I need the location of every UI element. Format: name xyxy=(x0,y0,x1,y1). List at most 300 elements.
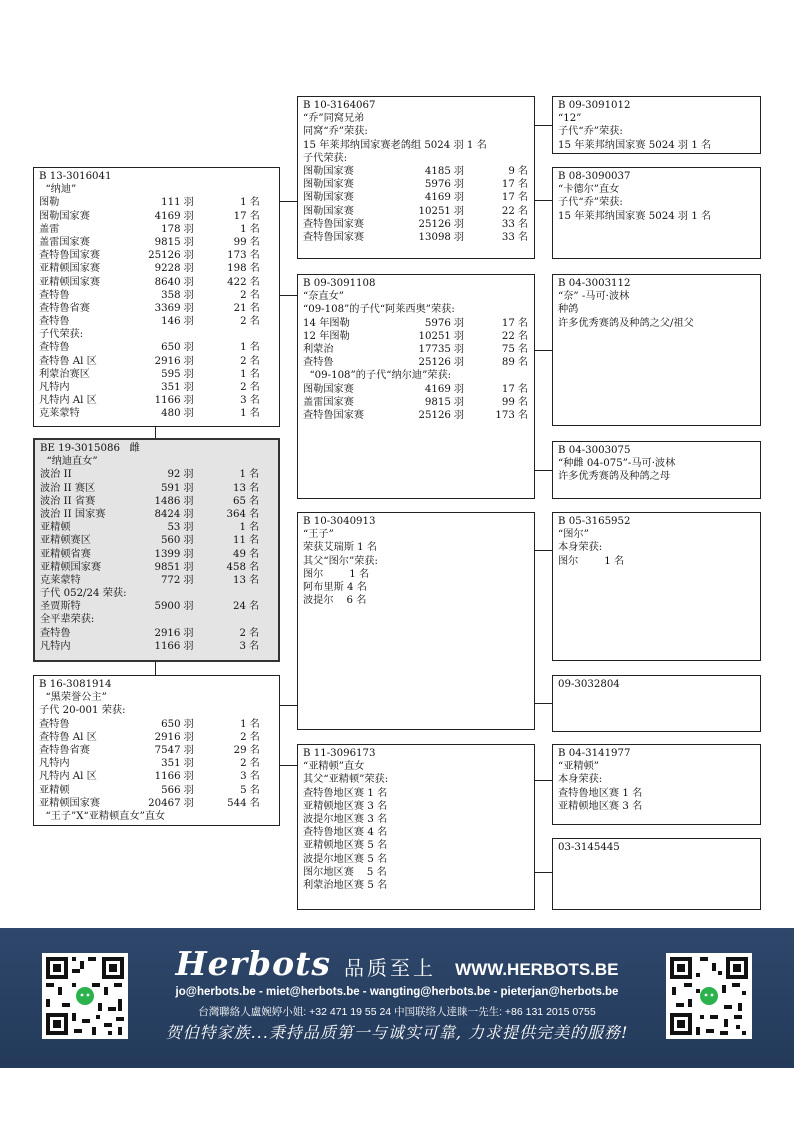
place-rank: 99 xyxy=(501,396,515,408)
race-result-row xyxy=(39,797,279,810)
sire-sire-sire-box xyxy=(552,96,761,154)
race-name: 图勒国家赛 xyxy=(303,192,354,204)
race-result-row xyxy=(39,744,279,757)
place-unit: 名 xyxy=(517,192,529,204)
place-rank: 11 xyxy=(232,535,246,547)
race-name: 12 年图勒 xyxy=(303,330,350,342)
pigeon-info-line: B 08-3090037 xyxy=(558,171,631,182)
connector-line xyxy=(534,200,552,201)
birds-unit: 羽 xyxy=(183,382,194,393)
bird-count: 25126 xyxy=(418,357,451,369)
place-unit: 名 xyxy=(249,395,260,407)
bird-count: 4169 xyxy=(154,210,181,222)
pigeon-info-line: 子代“乔”荣获: xyxy=(558,197,623,209)
bird-count: 2916 xyxy=(154,355,181,367)
race-name: 盖雷 xyxy=(39,223,60,235)
bird-count: 351 xyxy=(161,758,181,770)
race-name: 利蒙治 xyxy=(303,343,334,355)
race-name: 图勒国家赛 xyxy=(303,179,354,191)
birds-unit: 羽 xyxy=(453,383,465,395)
pigeon-info-line: B 11-3096173 xyxy=(303,748,376,759)
birds-unit: 羽 xyxy=(183,627,194,639)
sire-dam-box xyxy=(297,274,535,499)
place-unit: 名 xyxy=(249,276,260,288)
place-rank: 2 xyxy=(240,731,247,743)
place-rank: 75 xyxy=(501,343,515,355)
birds-unit: 羽 xyxy=(453,409,465,421)
place-unit: 名 xyxy=(249,342,260,354)
bird-count: 4169 xyxy=(424,192,451,204)
pigeon-info-line: 子代荣获: xyxy=(39,329,84,341)
bird-count: 351 xyxy=(161,382,181,393)
race-result-row xyxy=(39,718,279,731)
pigeon-info-line: B 09-3091012 xyxy=(558,100,631,111)
birds-unit: 羽 xyxy=(183,601,194,613)
place-unit: 名 xyxy=(517,383,529,395)
place-unit: 名 xyxy=(249,718,260,730)
place-rank: 1 xyxy=(240,368,247,380)
race-name: 图勒国家赛 xyxy=(303,165,354,177)
place-unit: 名 xyxy=(249,744,260,756)
race-name: 盖雷国家赛 xyxy=(303,396,354,408)
herbots-logo: Herbots xyxy=(175,944,331,983)
place-rank: 65 xyxy=(232,495,246,507)
race-result-row xyxy=(39,196,279,209)
place-unit: 名 xyxy=(249,731,260,743)
sire-sire-dam-box xyxy=(552,167,761,259)
pigeon-info-line: 波提尔地区赛 5 名 xyxy=(303,853,388,865)
bird-count: 111 xyxy=(161,197,181,209)
race-result-row xyxy=(39,407,279,420)
connector-line xyxy=(279,295,297,296)
race-name: 凡特内 Al 区 xyxy=(39,771,97,783)
birds-unit: 羽 xyxy=(183,482,194,494)
pigeon-info-line: 图尔 1 名 xyxy=(558,555,625,567)
bird-count: 1166 xyxy=(154,395,181,407)
race-name: 查特鲁 xyxy=(303,357,334,369)
pigeon-info-line: 亚精顿地区赛 3 名 xyxy=(558,800,643,812)
birds-unit: 羽 xyxy=(183,758,194,770)
pigeon-info-line: 子代 20-001 荣获: xyxy=(39,705,126,717)
birds-unit: 羽 xyxy=(183,744,194,756)
sire-sire-box xyxy=(297,96,535,259)
place-unit: 名 xyxy=(248,495,260,507)
place-rank: 422 xyxy=(227,276,247,288)
race-result-row xyxy=(303,330,534,343)
place-unit: 名 xyxy=(517,357,529,369)
race-result-row xyxy=(39,249,279,262)
place-rank: 1 xyxy=(239,522,246,534)
pigeon-info-line: B 10-3164067 xyxy=(303,100,376,111)
pigeon-info-line: “奈直女” xyxy=(303,291,344,303)
place-rank: 2 xyxy=(240,758,247,770)
bird-count: 13098 xyxy=(418,231,451,243)
birds-unit: 羽 xyxy=(183,771,194,783)
pigeon-info-line: 波提尔 6 名 xyxy=(303,595,367,607)
pigeon-info-line: 许多优秀赛鸽及种鸽之父/祖父 xyxy=(558,317,694,329)
race-result-row xyxy=(303,383,534,396)
race-name: 查特鲁 xyxy=(39,342,70,354)
race-name: 波治 II 赛区 xyxy=(40,482,96,494)
birds-unit: 羽 xyxy=(183,574,194,586)
place-unit: 名 xyxy=(248,574,260,586)
pigeon-info-line: 15 年莱邦纳国家赛老鸽组 5024 羽 1 名 xyxy=(303,139,487,151)
race-name: 查特鲁国家赛 xyxy=(303,409,365,421)
pigeon-info-line: 同窝“乔”荣获: xyxy=(303,126,368,138)
birds-unit: 羽 xyxy=(453,357,465,369)
place-unit: 名 xyxy=(517,179,529,191)
place-unit: 名 xyxy=(248,522,260,534)
pigeon-info-line: 阿布里斯 4 名 xyxy=(303,581,367,593)
birds-unit: 羽 xyxy=(453,396,465,408)
pigeon-info-line: B 09-3091108 xyxy=(303,278,376,289)
race-result-row xyxy=(40,495,278,508)
place-rank: 17 xyxy=(501,383,515,395)
race-name: 查特鲁 xyxy=(40,627,71,639)
place-rank: 99 xyxy=(233,236,247,248)
bird-count: 53 xyxy=(167,522,181,534)
race-name: 凡特内 Al 区 xyxy=(39,395,97,407)
bird-count: 2916 xyxy=(154,627,181,639)
footer-banner xyxy=(0,928,794,1068)
pigeon-info-line: B 13-3016041 xyxy=(39,171,112,182)
pigeon-info-line: 其父“亚精顿”荣获: xyxy=(303,774,389,786)
pigeon-info-line: “卡德尔”直女 xyxy=(558,184,620,196)
dam-dam-dam-box xyxy=(552,838,761,910)
bird-count: 5976 xyxy=(424,317,451,329)
birds-unit: 羽 xyxy=(453,317,465,329)
birds-unit: 羽 xyxy=(183,508,194,520)
website-link[interactable]: WWW.HERBOTS.BE xyxy=(455,960,619,979)
pigeon-info-line: B 04-3003075 xyxy=(558,445,631,456)
place-rank: 5 xyxy=(240,784,247,796)
bird-count: 358 xyxy=(161,289,181,301)
race-name: 亚精顿国家赛 xyxy=(39,263,101,275)
birds-unit: 羽 xyxy=(453,343,465,355)
race-name: 查特鲁国家赛 xyxy=(303,231,365,243)
place-unit: 名 xyxy=(249,316,260,328)
bird-count: 4169 xyxy=(424,383,451,395)
race-name: 亚精顿国家赛 xyxy=(39,276,101,288)
birds-unit: 羽 xyxy=(183,289,194,301)
pigeon-info-line: “奈” -马可·波林 xyxy=(558,291,630,303)
pigeon-info-line: BE 19-3015086 雌 xyxy=(40,443,140,454)
place-rank: 13 xyxy=(232,482,246,494)
place-unit: 名 xyxy=(249,382,260,393)
place-rank: 17 xyxy=(233,210,247,222)
race-result-row xyxy=(39,394,279,407)
race-result-row xyxy=(39,210,279,223)
race-result-row xyxy=(303,218,534,231)
place-rank: 24 xyxy=(232,601,246,613)
birds-unit: 羽 xyxy=(183,276,194,288)
birds-unit: 羽 xyxy=(183,495,194,507)
race-result-row xyxy=(303,191,534,204)
race-name: 查特鲁 xyxy=(39,316,70,328)
place-rank: 17 xyxy=(501,317,515,329)
race-result-row xyxy=(40,468,278,481)
place-rank: 13 xyxy=(232,574,246,586)
place-unit: 名 xyxy=(517,205,529,217)
place-rank: 3 xyxy=(239,640,246,652)
race-result-row xyxy=(303,205,534,218)
place-unit: 名 xyxy=(249,210,260,222)
place-unit: 名 xyxy=(249,197,260,209)
place-unit: 名 xyxy=(249,250,260,262)
pigeon-info-line: B 04-3141977 xyxy=(558,748,631,759)
race-name: 查特鲁 xyxy=(39,718,70,730)
place-rank: 1 xyxy=(240,408,247,420)
dam-box xyxy=(33,675,280,826)
bird-count: 8424 xyxy=(154,508,181,520)
race-name: 查特鲁 xyxy=(39,289,70,301)
birds-unit: 羽 xyxy=(183,223,194,235)
race-result-row xyxy=(39,302,279,315)
race-name: 亚精顿 xyxy=(40,522,71,534)
race-result-row xyxy=(39,770,279,783)
pigeon-info-line: 其父“图尔”荣获: xyxy=(303,555,378,567)
race-name: 凡特内 xyxy=(39,382,70,393)
bird-count: 1486 xyxy=(154,495,181,507)
place-unit: 名 xyxy=(517,317,529,329)
pigeon-info-line: “王子”X“亚精顿直女”直女 xyxy=(39,810,166,822)
race-name: 凡特内 xyxy=(40,640,71,652)
race-name: 查特鲁 Al 区 xyxy=(39,355,97,367)
race-name: 亚精顿国家赛 xyxy=(39,797,101,809)
birds-unit: 羽 xyxy=(183,718,194,730)
dam-dam-sire-box xyxy=(552,744,761,825)
race-name: 图勒国家赛 xyxy=(39,210,90,222)
place-unit: 名 xyxy=(517,330,529,342)
race-name: 波治 II 国家赛 xyxy=(40,508,106,520)
subject-box xyxy=(33,438,280,662)
race-result-row xyxy=(40,600,278,613)
race-result-row xyxy=(303,178,534,191)
bird-count: 146 xyxy=(161,316,181,328)
birds-unit: 羽 xyxy=(183,197,194,209)
connector-line xyxy=(534,470,552,471)
birds-unit: 羽 xyxy=(453,205,465,217)
race-result-row xyxy=(39,341,279,354)
race-result-row xyxy=(40,482,278,495)
race-result-row xyxy=(39,236,279,249)
race-name: 查特鲁国家赛 xyxy=(39,250,101,262)
place-rank: 89 xyxy=(501,357,515,369)
race-name: 克莱蒙特 xyxy=(40,574,81,586)
pigeon-info-line: “亚精顿” xyxy=(558,761,599,773)
pigeon-info-line: 15 年莱邦纳国家赛 5024 羽 1 名 xyxy=(558,139,712,151)
place-rank: 198 xyxy=(227,263,247,275)
race-result-row xyxy=(39,223,279,236)
birds-unit: 羽 xyxy=(453,179,465,191)
place-unit: 名 xyxy=(517,396,529,408)
race-result-row xyxy=(303,165,534,178)
pigeon-info-line: 图尔 1 名 xyxy=(303,568,370,580)
contact-emails[interactable]: jo@herbots.be - miet@herbots.be - wangting@herbots.be - pieterjan@herbots.be xyxy=(175,986,619,998)
race-result-row xyxy=(39,368,279,381)
bird-count: 9851 xyxy=(154,561,181,573)
bird-count: 3369 xyxy=(154,302,181,314)
race-name: 查特鲁省赛 xyxy=(39,302,90,314)
bird-count: 178 xyxy=(161,223,181,235)
bird-count: 4185 xyxy=(424,165,451,177)
place-rank: 544 xyxy=(227,797,247,809)
place-rank: 9 xyxy=(508,165,515,177)
connector-line xyxy=(534,780,552,781)
bird-count: 25126 xyxy=(418,409,451,421)
bird-count: 20467 xyxy=(148,797,181,809)
race-result-row xyxy=(39,289,279,302)
pigeon-info-line: 图尔地区赛 5 名 xyxy=(303,866,387,878)
bird-count: 25126 xyxy=(148,250,181,262)
race-result-row xyxy=(39,276,279,289)
pigeon-info-line: 子代 052/24 荣获: xyxy=(40,588,127,600)
brand-line xyxy=(0,944,794,983)
place-rank: 2 xyxy=(239,627,246,639)
pigeon-info-line: 查特鲁地区赛 1 名 xyxy=(558,787,643,799)
race-result-row xyxy=(40,508,278,521)
dam-sire-box xyxy=(297,512,535,730)
bird-count: 591 xyxy=(160,482,181,494)
place-rank: 22 xyxy=(501,205,515,217)
connector-line xyxy=(155,661,156,675)
place-rank: 2 xyxy=(240,289,247,301)
pigeon-info-line: 种鸽 xyxy=(558,304,579,316)
race-result-row xyxy=(39,757,279,770)
race-result-row xyxy=(39,784,279,797)
place-unit: 名 xyxy=(249,784,260,796)
place-unit: 名 xyxy=(248,469,260,481)
place-unit: 名 xyxy=(249,758,260,770)
pigeon-info-line: “09-108”的子代“阿莱西奥”荣获: xyxy=(303,304,455,316)
connector-line xyxy=(534,350,552,351)
bird-count: 560 xyxy=(160,535,181,547)
place-rank: 3 xyxy=(240,395,247,407)
birds-unit: 羽 xyxy=(183,640,194,652)
pigeon-info-line: 波提尔地区赛 3 名 xyxy=(303,813,388,825)
place-unit: 名 xyxy=(248,548,260,560)
bird-count: 5900 xyxy=(154,601,181,613)
birds-unit: 羽 xyxy=(183,342,194,354)
birds-unit: 羽 xyxy=(183,355,194,367)
place-rank: 21 xyxy=(233,302,247,314)
birds-unit: 羽 xyxy=(183,731,194,743)
race-result-row xyxy=(39,315,279,328)
place-rank: 3 xyxy=(240,771,247,783)
connector-line xyxy=(534,872,552,873)
place-rank: 49 xyxy=(232,548,246,560)
place-unit: 名 xyxy=(248,640,260,652)
pigeon-info-line: 许多优秀赛鸽及种鸽之母 xyxy=(558,471,671,483)
birds-unit: 羽 xyxy=(183,561,194,573)
place-rank: 17 xyxy=(501,192,515,204)
bird-count: 9815 xyxy=(154,236,181,248)
place-unit: 名 xyxy=(248,561,260,573)
race-name: 图勒 xyxy=(39,197,60,209)
place-unit: 名 xyxy=(249,263,260,275)
connector-line xyxy=(155,426,156,438)
place-rank: 364 xyxy=(226,508,246,520)
connector-line xyxy=(534,125,552,126)
birds-unit: 羽 xyxy=(183,797,194,809)
bird-count: 10251 xyxy=(418,330,451,342)
company-motto: 贺伯特家族...秉持品质第一与诚实可靠, 力求提供完美的服務! xyxy=(165,1023,629,1042)
race-name: 亚精顿赛区 xyxy=(40,535,91,547)
race-name: 图勒国家赛 xyxy=(303,383,354,395)
bird-count: 1166 xyxy=(154,640,181,652)
birds-unit: 羽 xyxy=(183,236,194,248)
connector-line xyxy=(279,765,297,766)
bird-count: 650 xyxy=(161,718,181,730)
sire-dam-sire-box xyxy=(552,274,761,426)
race-name: 14 年图勒 xyxy=(303,317,350,329)
place-unit: 名 xyxy=(249,355,260,367)
birds-unit: 羽 xyxy=(453,330,465,342)
pigeon-info-line: 本身荣获: xyxy=(558,774,603,786)
race-name: 盖雷国家赛 xyxy=(39,236,90,248)
place-rank: 1 xyxy=(240,718,247,730)
race-result-row xyxy=(303,317,534,330)
pigeon-info-line: 全平辈荣获: xyxy=(40,614,95,626)
race-name: 凡特内 xyxy=(39,758,70,770)
birds-unit: 羽 xyxy=(453,231,465,243)
place-unit: 名 xyxy=(249,223,260,235)
pigeon-info-line: “种雌 04-075”-马可·波林 xyxy=(558,458,676,470)
race-result-row xyxy=(40,534,278,547)
sire-box xyxy=(33,167,280,427)
race-result-row xyxy=(39,262,279,275)
place-unit: 名 xyxy=(249,302,260,314)
place-unit: 名 xyxy=(249,797,260,809)
place-rank: 33 xyxy=(501,231,515,243)
place-rank: 173 xyxy=(495,409,515,421)
pigeon-info-line: “12” xyxy=(558,113,582,125)
race-name: 查特鲁国家赛 xyxy=(303,218,365,230)
birds-unit: 羽 xyxy=(183,302,194,314)
place-unit: 名 xyxy=(249,771,260,783)
birds-unit: 羽 xyxy=(183,469,194,481)
place-unit: 名 xyxy=(248,627,260,639)
pigeon-info-line: 15 年莱邦纳国家赛 5024 羽 1 名 xyxy=(558,210,712,222)
bird-count: 10251 xyxy=(418,205,451,217)
bird-count: 9228 xyxy=(154,263,181,275)
race-result-row xyxy=(303,409,534,422)
pigeon-info-line: B 04-3003112 xyxy=(558,278,631,289)
place-rank: 1 xyxy=(239,469,246,481)
place-rank: 1 xyxy=(240,197,247,209)
pigeon-info-line: “乔”同窝兄弟 xyxy=(303,113,365,125)
race-result-row xyxy=(303,356,534,369)
pigeon-info-line: B 10-3040913 xyxy=(303,516,376,527)
place-unit: 名 xyxy=(248,535,260,547)
place-rank: 2 xyxy=(240,355,247,367)
race-result-row xyxy=(40,548,278,561)
place-unit: 名 xyxy=(517,343,529,355)
bird-count: 17735 xyxy=(418,343,451,355)
race-result-row xyxy=(40,561,278,574)
birds-unit: 羽 xyxy=(183,250,194,262)
place-unit: 名 xyxy=(249,236,260,248)
place-rank: 173 xyxy=(227,250,247,262)
pigeon-info-line: 荣获艾瑞斯 1 名 xyxy=(303,542,378,554)
race-name: 查特鲁省赛 xyxy=(39,744,90,756)
place-rank: 17 xyxy=(501,179,515,191)
birds-unit: 羽 xyxy=(183,408,194,420)
bird-count: 25126 xyxy=(418,218,451,230)
place-unit: 名 xyxy=(248,508,260,520)
pigeon-info-line: 子代“乔”荣获: xyxy=(558,126,623,138)
place-unit: 名 xyxy=(248,482,260,494)
